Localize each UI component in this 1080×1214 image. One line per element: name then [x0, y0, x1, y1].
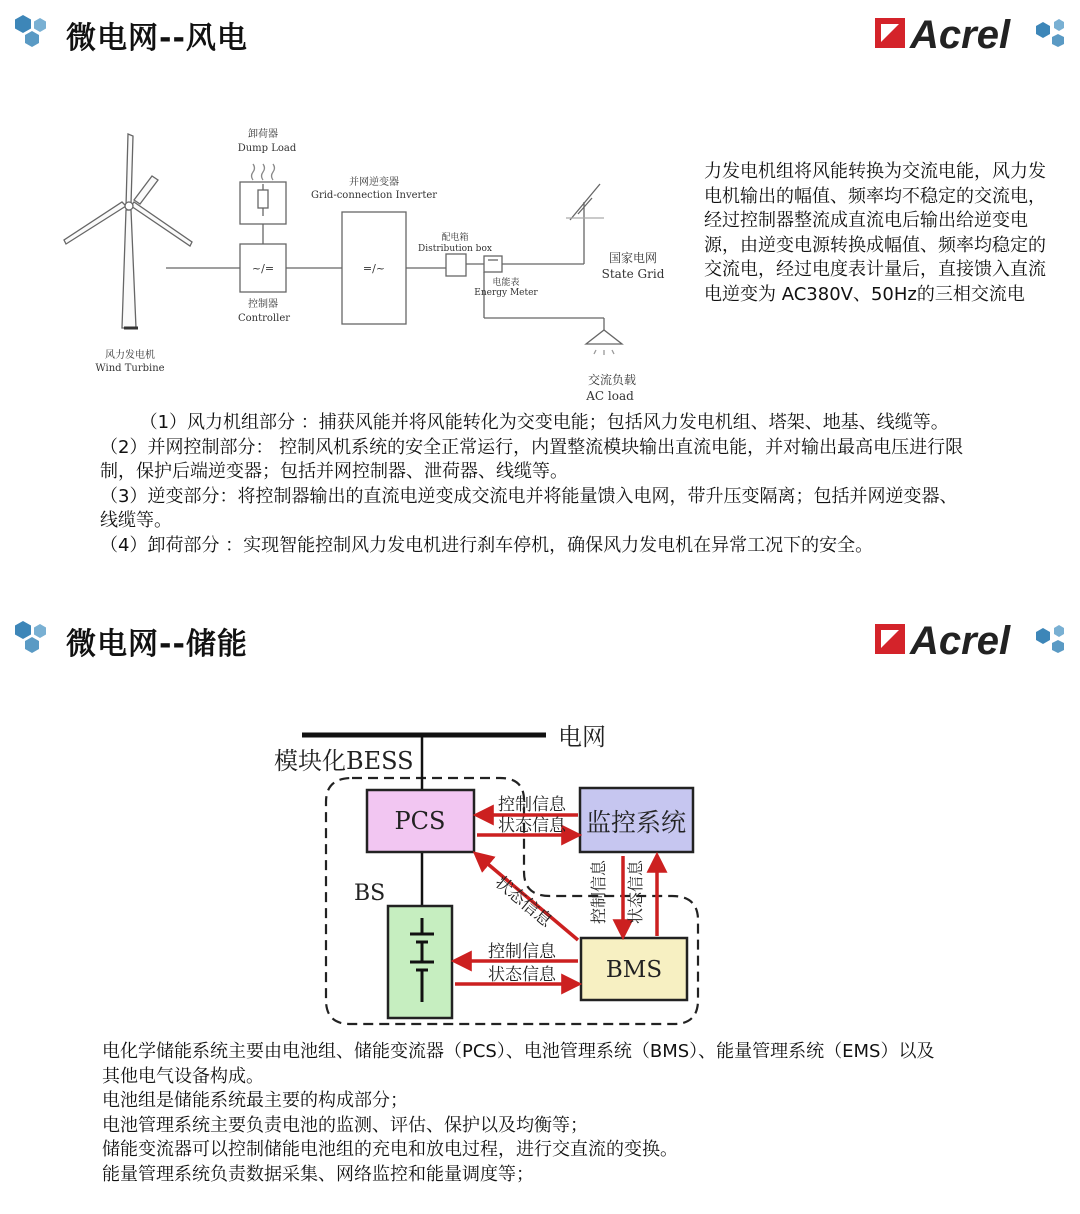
page-title: 微电网--风电: [66, 21, 248, 56]
svg-text:Controller: Controller: [237, 313, 291, 324]
svg-text:Dump Load: Dump Load: [237, 143, 297, 154]
monitor-label: 监控系统: [585, 808, 687, 837]
svg-text:Distribution box: Distribution box: [418, 244, 492, 254]
svg-text:电能表: 电能表: [492, 278, 520, 288]
svg-text:Wind Turbine: Wind Turbine: [95, 363, 165, 374]
brand-text: Acrel: [910, 619, 1011, 663]
svg-text:AC load: AC load: [586, 389, 634, 403]
list-item: （1）风力机组部分 ：捕获风能并将风能转化为交变电能；包括风力发电机组、塔架、地基、线缆等。: [139, 412, 949, 433]
bms-label: BMS: [605, 957, 663, 983]
svg-text:状态信息: 状态信息: [488, 965, 556, 985]
bess-description: [102, 1040, 942, 1187]
svg-text:~/=: ~/=: [251, 262, 275, 275]
pcs-label: PCS: [394, 807, 446, 835]
list-item: 电池组是储能系统最主要的构成部分；: [102, 1090, 408, 1111]
list-item: 储能变流器可以控制储能电池组的充电和放电过程，进行交直流的变换。: [102, 1139, 678, 1160]
svg-text:控制信息: 控制信息: [589, 860, 608, 925]
svg-text:国家电网: 国家电网: [608, 251, 658, 265]
svg-text:=/~: =/~: [362, 262, 386, 275]
bess-label: 模块化BESS: [274, 747, 414, 775]
svg-text:控制信息: 控制信息: [498, 795, 566, 815]
wind-description: 力发电机组将风能转换为交流电能，风力发电机输出的幅值、频率均不稳定的交流电，经过控制器整流成直流电后输出给逆变电源，由逆变电源转换成幅值、频率均稳定的交流电，经过电度表计量后，直接馈入直流电逆变为 AC380V、50Hz的三相交流电: [704, 161, 1046, 305]
bs-label: BS: [354, 881, 386, 906]
svg-text:风力发电机: 风力发电机: [105, 350, 155, 361]
svg-text:控制器: 控制器: [248, 299, 278, 310]
svg-text:状态信息: 状态信息: [626, 860, 645, 925]
svg-text:控制信息: 控制信息: [488, 942, 556, 962]
list-item: 电化学储能系统主要由电池组、储能变流器（PCS）、电池管理系统（BMS）、能量管理系统（EMS）以及其他电气设备构成。: [102, 1041, 935, 1087]
list-item: 电池管理系统主要负责电池的监测、评估、保护以及均衡等；: [102, 1114, 588, 1136]
svg-text:并网逆变器: 并网逆变器: [349, 177, 399, 188]
svg-text:状态信息: 状态信息: [498, 816, 566, 836]
brand-text: Acrel: [910, 13, 1011, 57]
section-title: 微电网--储能: [66, 627, 248, 662]
svg-text:State Grid: State Grid: [601, 267, 665, 281]
svg-text:状态信息: 状态信息: [490, 872, 556, 932]
grid-label: 电网: [558, 723, 606, 751]
svg-text:Grid-connection Inverter: Grid-connection Inverter: [310, 190, 438, 201]
svg-text:配电箱: 配电箱: [441, 233, 469, 243]
list-item: 能量管理系统负责数据采集、网络监控和能量调度等；: [102, 1163, 534, 1185]
svg-text:卸荷器: 卸荷器: [248, 129, 278, 140]
svg-text:交流负载: 交流负载: [587, 373, 637, 387]
acrel-logo: [872, 10, 1070, 60]
svg-text:Energy Meter: Energy Meter: [474, 288, 538, 298]
list-item: （3）逆变部分：将控制器输出的直流电逆变成交流电并将能量馈入电网，带升压变隔离；包括并网逆变器、线缆等。: [100, 485, 958, 531]
acrel-logo: [872, 616, 1070, 666]
list-item: （4）卸荷部分 ：实现智能控制风力发电机进行刹车停机，确保风力发电机在异常工况下的安全。: [100, 534, 874, 556]
list-item: （2）并网控制部分： 控制风机系统的安全正常运行，内置整流模块输出直流电能，并对输出最高电压进行限制，保护后端逆变器；包括并网控制器、泄荷器、线缆等。: [100, 436, 964, 482]
